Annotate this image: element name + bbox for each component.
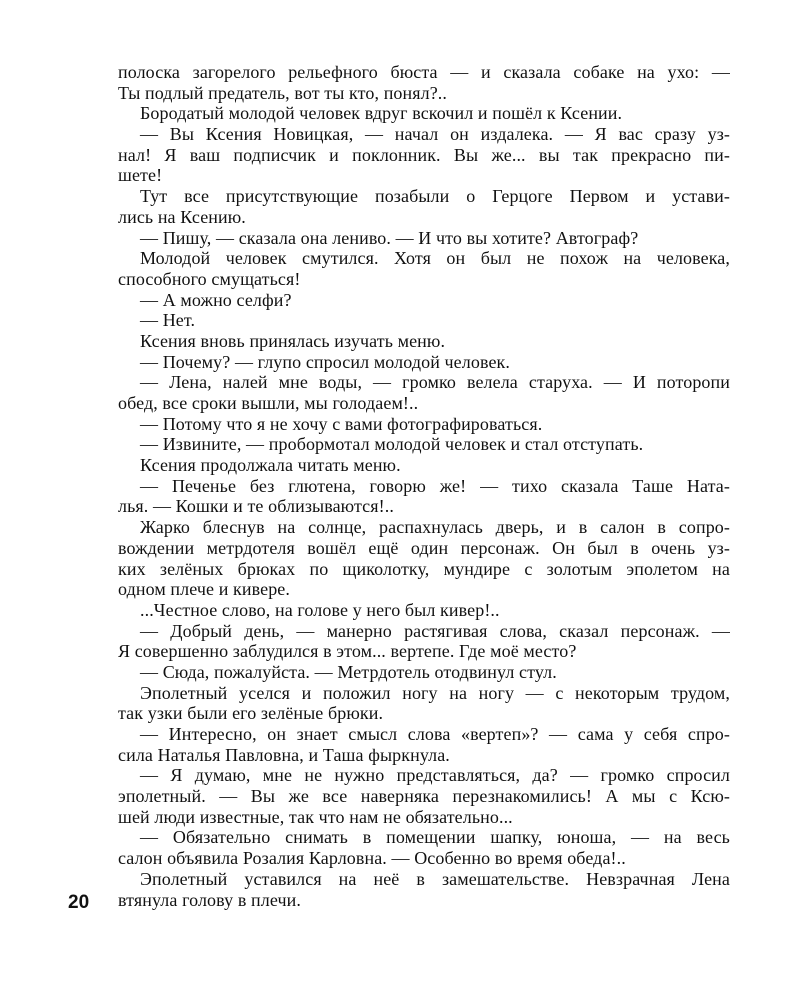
text-line: — Потому что я не хочу с вами фотографироваться. — [140, 413, 543, 434]
text-line: Эполетный уставился на неё в замешательстве. Невзрачная Лена — [140, 868, 730, 889]
text-line: — Печенье без глютена, говорю же! — тихо сказала Таше Ната- — [140, 475, 730, 496]
text-line: Я совершенно заблудился в этом... вертепе. Где моё место? — [118, 641, 577, 662]
text-line: — Я думаю, мне не нужно представляться, да? — громко спросил — [140, 765, 730, 786]
text-line: нал! Я ваш подписчик и поклонник. Вы же... вы так прекрасно пи- — [118, 144, 730, 165]
text-line: Бородатый молодой человек вдруг вскочил и пошёл к Ксении. — [140, 103, 623, 124]
text-line: Жарко блеснув на солнце, распахнулась дверь, и в салон в сопро- — [140, 517, 730, 538]
text-line: — Пишу, — сказала она лениво. — И что вы хотите? Автограф? — [140, 227, 639, 248]
text-line: Молодой человек смутился. Хотя он был не похож на человека, — [140, 248, 730, 269]
text-line: сила Наталья Павловна, и Таша фыркнула. — [118, 744, 450, 765]
text-line: способного смущаться! — [118, 268, 301, 289]
text-line: — Нет. — [140, 310, 196, 331]
text-line: обед, все сроки вышли, мы голодаем!.. — [118, 393, 419, 413]
body-text — [118, 62, 730, 910]
text-line: лья. — Кошки и те облизываются!.. — [118, 496, 394, 517]
text-line: — Почему? — глупо спросил молодой человек. — [140, 351, 510, 372]
text-line: лись на Ксению. — [118, 206, 246, 227]
text-line: ких зелёных брюках по щиколотку, мундире с золотым эполетом на — [118, 558, 730, 579]
text-line: — Вы Ксения Новицкая, — начал он издалека. — Я вас сразу уз- — [140, 124, 730, 145]
text-line: эполетный. — Вы же все наверняка перезнакомились! А мы с Ксю- — [118, 786, 730, 807]
text-line: Ты подлый предатель, вот ты кто, понял?.. — [118, 82, 448, 103]
text-line: — А можно селфи? — [140, 289, 292, 310]
text-line: шете! — [118, 165, 163, 186]
text-line: вождении метрдотеля вошёл ещё один персонаж. Он был в очень уз- — [118, 537, 730, 558]
text-line: — Обязательно снимать в помещении шапку, юноша, — на весь — [140, 827, 730, 848]
text-line: салон объявила Розалия Карловна. — Особенно во время обеда!.. — [118, 848, 626, 869]
text-line: — Сюда, пожалуйста. — Метрдотель отодвинул стул. — [140, 661, 557, 682]
text-line: Тут все присутствующие позабыли о Герцоге Первом и устави- — [140, 186, 730, 207]
text-line: одном плече и кивере. — [118, 579, 291, 600]
text-line: шей люди известные, так что нам не обязательно... — [118, 806, 513, 827]
text-line: Эполетный уселся и положил ногу на ногу — с некоторым трудом, — [140, 682, 730, 703]
text-line: — Интересно, он знает смысл слова «вертеп»? — сама у себя спро- — [140, 724, 730, 744]
text-line: — Добрый день, — манерно растягивая слова, сказал персонаж. — — [140, 620, 730, 641]
text-line: ...Честное слово, на голове у него был кивер!.. — [140, 599, 500, 620]
text-line: втянула голову в плечи. — [118, 889, 301, 910]
text-line: полоска загорелого рельефного бюста — и сказала собаке на ухо: — — [118, 62, 730, 82]
text-line: Ксения продолжала читать меню. — [140, 455, 401, 476]
text-line: так узки были его зелёные брюки. — [118, 703, 384, 724]
text-line: — Лена, налей мне воды, — громко велела старуха. — И поторопи — [140, 372, 730, 393]
page-number: 20 — [68, 892, 90, 913]
text-line: Ксения вновь принялась изучать меню. — [140, 330, 446, 351]
text-line: — Извините, — пробормотал молодой человек и стал отступать. — [140, 434, 644, 455]
